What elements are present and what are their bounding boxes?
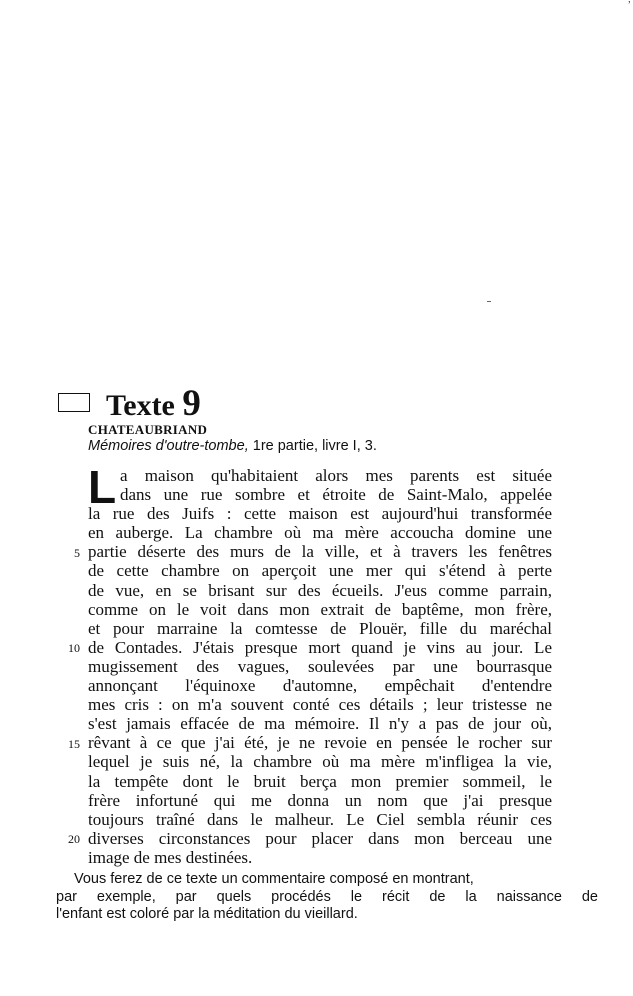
passage-line-7: de vue, en se brisant sur des écueils. J'eus comme parrain, — [88, 580, 552, 600]
instructions-line-3: l'enfant est coloré par la méditation du vieillard. — [56, 906, 358, 922]
instructions-line-2: par exemple, par quels procédés le récit de la naissance de — [56, 888, 598, 905]
passage-line-10: de Contades. J'étais presque mort quand je vins au jour. Le — [88, 637, 552, 657]
passage-line-4: en auberge. La chambre où ma mère accoucha domine une — [88, 523, 552, 543]
source-title: Mémoires d'outre-tombe, — [88, 438, 249, 454]
passage-line-21: image de mes destinées. — [88, 847, 253, 867]
passage-line-8: comme on le voit dans mon extrait de baptême, mon frère, — [88, 599, 552, 619]
passage-line-6: de cette chambre on aperçoit une mer qui s'étend à perte — [88, 561, 552, 581]
passage-line-16: lequel je suis né, la chambre où ma mère m'infligea la vie, — [88, 752, 552, 772]
passage-line-3: la rue des Juifs : cette maison est aujourd'hui transformée — [88, 504, 552, 524]
passage-line-5: partie déserte des murs de la ville, et à travers les fenêtres — [88, 542, 552, 562]
passage-line-13: mes cris : on m'a souvent conté ces détails ; leur tristesse ne — [88, 695, 552, 715]
passage-line-19: toujours traîné dans le malheur. Le Ciel sembla réunir ces — [88, 809, 552, 829]
author-name: CHATEAUBRIAND — [88, 422, 208, 437]
passage-line-15: rêvant à ce que j'ai été, je ne revoie en pensée le rocher sur — [88, 733, 552, 753]
assignment-instructions — [56, 871, 598, 924]
passage-line-20: diverses circonstances pour placer dans mon berceau une — [88, 828, 552, 848]
passage-line-11: mugissement des vagues, soulevées par une bourrasque — [88, 656, 552, 676]
passage-line-1: a maison qu'habitaient alors mes parents est située — [120, 466, 552, 485]
passage-line-14: s'est jamais effacée de ma mémoire. Il n'y a pas de jour où, — [88, 714, 552, 734]
passage-line-2: dans une rue sombre et étroite de Saint-Malo, appelée — [120, 485, 552, 505]
passage-line-12: annonçant l'équinoxe d'automne, empêchait d'entendre — [88, 676, 552, 696]
line-number-15: 15 — [68, 737, 80, 751]
passage-text — [88, 461, 552, 867]
line-number-5: 5 — [74, 546, 80, 560]
title-number: 9 — [182, 383, 201, 424]
instructions-line-1: Vous ferez de ce texte un commentaire composé en montrant, — [74, 871, 474, 887]
passage-line-9: et pour marraine la comtesse de Plouër, fille du maréchal — [88, 618, 552, 638]
scan-speck — [487, 301, 491, 302]
line-number-20: 20 — [68, 832, 80, 846]
corner-mark: ʼ — [627, 0, 631, 11]
source-detail: 1re partie, livre I, 3. — [252, 438, 377, 454]
source-reference — [88, 437, 377, 455]
title-word: Texte — [106, 389, 175, 422]
drop-cap: L — [88, 461, 117, 513]
line-number-10: 10 — [68, 641, 80, 655]
text-title — [106, 383, 201, 424]
checkbox-square — [58, 393, 90, 412]
passage-line-17: la tempête dont le bruit berça mon premier sommeil, le — [88, 771, 552, 791]
passage-line-18: frère infortuné qui me donna un nom que j'ai presque — [88, 790, 552, 810]
